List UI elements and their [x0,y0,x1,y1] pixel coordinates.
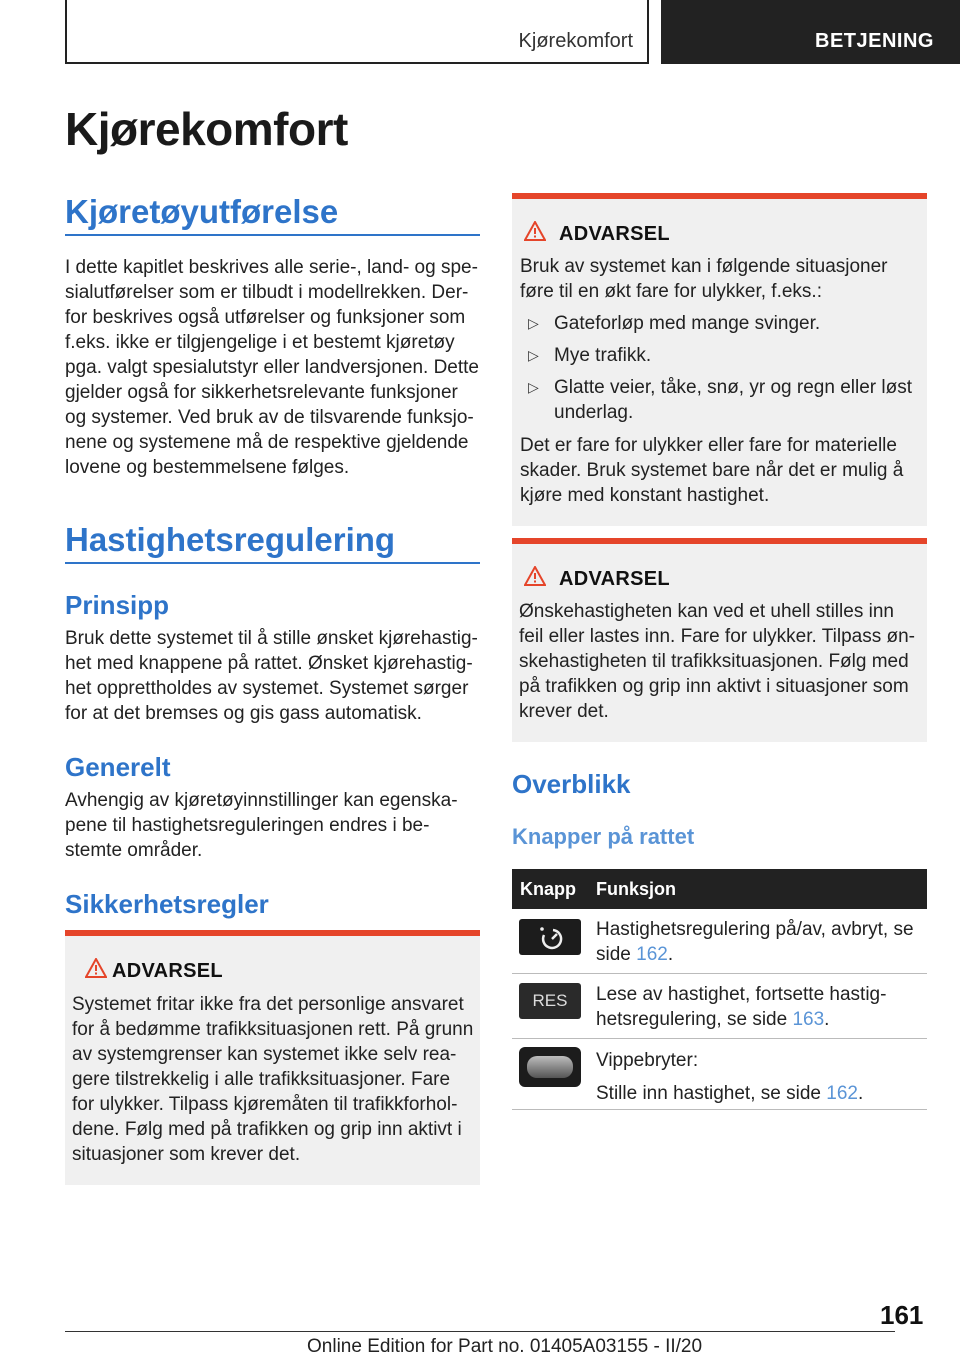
text-suffix: . [824,1009,830,1030]
text-line: Avhengig av kjøretøyinnstillinger kan egenska- [65,790,458,811]
bullet-triangle-icon: ▷ [528,379,539,395]
general-text [65,788,485,863]
warning-outro [520,433,925,508]
text-line: feil eller lastes inn. Fare for ulykker. Tilpass øn- [519,626,915,647]
warning-bar [65,930,480,936]
text-line: nene og systemene må de respektive gjeldende [65,432,469,453]
section-tab [661,0,960,64]
warning-triangle-icon [524,221,546,241]
text-line: og systemer. Ved bruk av de tilsvarende funksjo- [65,407,474,428]
text-line: skader. Bruk systemet bare når det er mulig å [520,460,904,481]
row-function-text [596,1048,926,1106]
principle-text [65,626,485,726]
footer-rule [65,1331,895,1332]
warning-box-situations [512,193,927,526]
heading-speed-control: Hastighetsregulering [65,521,396,558]
row-function-text [596,982,926,1032]
text-line: Lese av hastighet, fortsette hastig- [596,984,887,1005]
rocker-switch-icon [519,1047,581,1087]
text-line: sialutførelser som er tilbudt i modellrekken. Der- [65,282,469,303]
text-line: hetsregulering, se side [596,1009,793,1030]
chapter-tab [65,0,649,64]
text-line: skehastigheten til trafikksituasjonen. Følg med [519,651,909,672]
warning-intro [520,254,925,304]
heading-rule [65,562,480,564]
heading-general: Generelt [65,752,171,782]
warning-box-target-speed [512,538,927,742]
edition-note: Online Edition for Part no. 01405A03155 - II/20 [307,1336,703,1357]
text-line: gjelder også for sikkerhetsrelevante funksjoner [65,382,458,403]
page-link[interactable]: 162 [636,944,668,965]
text-line: Bruk av systemet kan i følgende situasjoner [520,256,888,277]
warning-box-safety [65,930,480,1185]
text-line: lovene og bestemmelsene følges. [65,457,350,478]
warning-bar [512,193,927,199]
row-function-text [596,917,926,967]
col-function: Funksjon [596,879,676,899]
heading-overview: Overblikk [512,769,631,799]
table-row [512,909,927,974]
text-line: for å bedømme trafikksituasjonen rett. På grunn [72,1019,474,1040]
text-suffix: . [667,944,674,965]
warning-text [72,992,477,1167]
text-line: krever det. [519,701,609,722]
text-line: for ulykker. Tilpass kjøremåten til trafikkforhol- [72,1094,458,1115]
text-line: på trafikken og grip inn aktivt i situasjoner som [519,676,909,697]
text-line: Bruk dette systemet til å stille ønsket kjørehastig- [65,628,478,649]
page-number: 161 [880,1300,924,1330]
bullet-item [528,343,923,368]
chapter-tab-label: Kjørekomfort [518,30,633,52]
text-line: pga. valgt spesialutstyr eller landversjonen. Dette [65,357,480,378]
bullet-text: Mye trafikk. [554,345,652,366]
text-line: for at det bremses og gis gass automatisk. [65,703,422,724]
text-line: side [596,944,637,965]
bullet-triangle-icon: ▷ [528,347,539,363]
text-line: føre til en økt fare for ulykker, f.eks.: [520,281,822,302]
heading-rule [65,234,480,236]
col-button: Knapp [520,879,576,899]
warning-triangle-icon [85,958,107,978]
table-header [512,869,927,909]
text-line: f.eks. ikke er tilgjengelige i et bestemt kjøretøy [65,332,455,353]
vehicle-version-text [65,255,485,480]
heading-steering-buttons: Knapper på rattet [512,824,695,849]
text-line: het opprettholdes av systemet. Systemet sørger [65,678,469,699]
text-line: for beskrives også utførelser og funksjoner som [65,307,466,328]
page-link[interactable]: 162 [826,1083,858,1104]
text-line: Vippebryter: [596,1050,699,1071]
speed-control-icon [519,919,581,955]
page-link[interactable]: 163 [792,1009,825,1030]
text-line: Hastighetsregulering på/av, avbryt, se [596,919,914,940]
bullet-text: Gateforløp med mange svinger. [554,313,821,334]
text-line: Systemet fritar ikke fra det personlige ansvaret [72,994,464,1015]
text-line: Stille inn hastighet, se side [596,1083,827,1104]
warning-bar [512,538,927,544]
bullet-item [528,311,923,336]
page-title: Kjørekomfort [65,103,348,155]
text-line: dene. Følg med på trafikken og grip inn aktivt i [72,1119,462,1140]
text-line: av systemgrenser kan systemet ikke selv rea- [72,1044,457,1065]
text-line: stemte områder. [65,840,203,861]
text-line: Det er fare for ulykker eller fare for materielle [520,435,897,456]
section-tab-label: BETJENING [815,30,934,52]
warning-title: ADVARSEL [112,960,223,982]
text-line: pene til hastighetsreguleringen endres i be- [65,815,430,836]
table-row [512,974,927,1039]
text-suffix: . [857,1083,864,1104]
text-line: kjøre med konstant hastighet. [520,485,770,506]
bullet-item [528,375,923,425]
text-line: gere tilstrekkelig i alle trafikksituasjoner. Fare [72,1069,451,1090]
warning-text [519,599,924,724]
bullet-text: Glatte veier, tåke, snø, yr og regn eller løst [554,377,912,398]
bullet-text: underlag. [554,402,634,423]
warning-title: ADVARSEL [559,223,670,245]
text-line: I dette kapitlet beskrives alle serie-, land- og spe- [65,257,478,278]
heading-principle: Prinsipp [65,590,170,620]
res-button-icon: RES [519,983,581,1019]
text-line: Ønskehastigheten kan ved et uhell stilles inn [519,601,894,622]
heading-safety: Sikkerhetsregler [65,889,269,919]
table-row [512,1039,927,1110]
warning-triangle-icon [524,566,546,586]
text-line: het med knappene på rattet. Ønsket kjørehastig- [65,653,473,674]
text-line: situasjoner som krever det. [72,1144,301,1165]
bullet-triangle-icon: ▷ [528,315,539,331]
warning-title: ADVARSEL [559,568,670,590]
heading-vehicle-version: Kjøretøyutførelse [65,193,339,230]
